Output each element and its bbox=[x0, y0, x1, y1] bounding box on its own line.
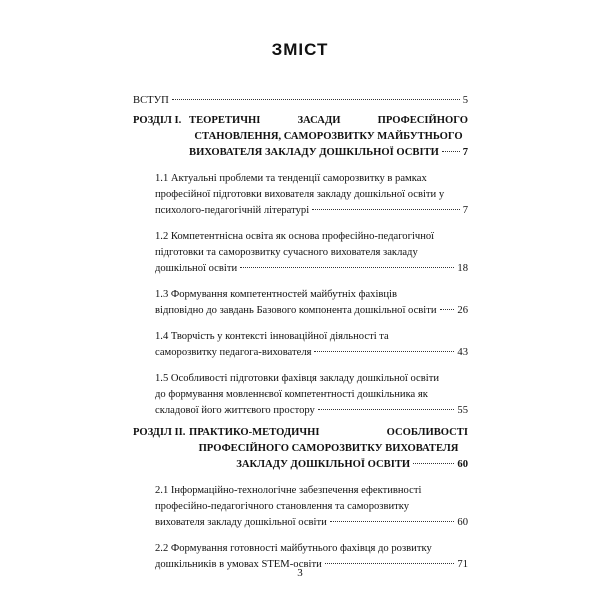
toc-entry-line: складової його життєвого простору bbox=[155, 405, 315, 416]
dot-leader bbox=[442, 151, 460, 152]
toc-entry-line: 1.5 Особливості підготовки фахівця закладу дошкільної освіти bbox=[155, 373, 440, 384]
dot-leader bbox=[325, 563, 455, 564]
section-title-last-line bbox=[189, 457, 468, 473]
toc-page-number: 26 bbox=[457, 305, 468, 316]
toc-page-number: 18 bbox=[457, 263, 468, 274]
toc-entry-line: підготовки та саморозвитку сучасного вихователя закладу bbox=[155, 247, 418, 258]
dot-leader bbox=[314, 351, 454, 352]
toc-section-2[interactable] bbox=[133, 425, 468, 473]
toc-entry-2-1[interactable] bbox=[155, 483, 468, 531]
page-title: ЗМІСТ bbox=[271, 40, 329, 59]
section-title-line: ПРАКТИКО-МЕТОДИЧНІ ОСОБЛИВОСТІ bbox=[189, 427, 468, 438]
toc-entry-line: саморозвитку педагога-вихователя bbox=[155, 347, 312, 358]
toc-entry-line: 1.1 Актуальні проблеми та тенденції саморозвитку в рамках bbox=[155, 173, 427, 184]
toc-entry-line: 2.2 Формування готовності майбутнього фахівця до розвитку bbox=[155, 543, 432, 554]
toc-entry-line: дошкільної освіти bbox=[155, 263, 238, 274]
section-label: РОЗДІЛ І. bbox=[133, 115, 182, 126]
toc-section-1[interactable] bbox=[133, 113, 468, 161]
page-number: 3 bbox=[297, 567, 303, 579]
toc-page-number: 7 bbox=[462, 147, 468, 158]
section-title-line: ЗАКЛАДУ ДОШКІЛЬНОЇ ОСВІТИ bbox=[236, 459, 411, 470]
dot-leader bbox=[318, 409, 455, 410]
section-title-line: ТЕОРЕТИЧНІ ЗАСАДИ ПРОФЕСІЙНОГО bbox=[189, 115, 468, 126]
toc-entry-line: до формування мовленнєвої компетентності дошкільника як bbox=[155, 389, 428, 400]
section-title-last-line bbox=[189, 145, 468, 161]
toc-page-number: 5 bbox=[462, 95, 468, 106]
toc-page-number: 60 bbox=[457, 517, 468, 528]
toc-entry-line: 1.4 Творчість у контексті інноваційної діяльності та bbox=[155, 331, 389, 342]
toc-entry-1-4[interactable] bbox=[155, 329, 468, 361]
toc-entry-line: 1.2 Компетентнісна освіта як основа професійно-педагогічної bbox=[155, 231, 435, 242]
toc-entry-intro[interactable] bbox=[133, 93, 468, 109]
toc-entry-line: професійно-педагогічного становлення та саморозвитку bbox=[155, 501, 410, 512]
toc-entry-1-2[interactable] bbox=[155, 229, 468, 277]
section-title-line: ПРОФЕСІЙНОГО САМОРОЗВИТКУ ВИХОВАТЕЛЯ bbox=[198, 443, 459, 454]
toc-entry-label: ВСТУП bbox=[133, 95, 169, 106]
toc-entry-1-3[interactable] bbox=[155, 287, 468, 319]
dot-leader bbox=[240, 267, 454, 268]
toc-entry-line: 1.3 Формування компетентностей майбутніх фахівців bbox=[155, 289, 398, 300]
table-of-contents bbox=[133, 93, 468, 573]
toc-entry-line: вихователя закладу дошкільної освіти bbox=[155, 517, 327, 528]
section-title-line: СТАНОВЛЕННЯ, САМОРОЗВИТКУ МАЙБУТНЬОГО bbox=[194, 131, 463, 142]
toc-entry-line: професійної підготовки вихователя закладу дошкільної освіти у bbox=[155, 189, 445, 200]
toc-page-number: 7 bbox=[462, 205, 468, 216]
dot-leader bbox=[312, 209, 460, 210]
section-label: РОЗДІЛ ІІ. bbox=[133, 427, 186, 438]
toc-entry-line: 2.1 Інформаційно-технологічне забезпечення ефективності bbox=[155, 485, 422, 496]
toc-entry-1-1[interactable] bbox=[155, 171, 468, 219]
toc-page-number: 43 bbox=[457, 347, 468, 358]
dot-leader bbox=[330, 521, 455, 522]
dot-leader bbox=[440, 309, 455, 310]
toc-entry-line: психолого-педагогічній літературі bbox=[155, 205, 310, 216]
toc-entry-line: дошкільників в умовах STEM-освіти bbox=[155, 559, 322, 570]
dot-leader bbox=[172, 99, 460, 100]
toc-page-number: 71 bbox=[457, 559, 468, 570]
toc-page-number: 55 bbox=[457, 405, 468, 416]
section-title-line: ВИХОВАТЕЛЯ ЗАКЛАДУ ДОШКІЛЬНОЇ ОСВІТИ bbox=[189, 147, 439, 158]
toc-page-number: 60 bbox=[457, 459, 469, 470]
dot-leader bbox=[413, 463, 454, 464]
toc-entry-1-5[interactable] bbox=[155, 371, 468, 419]
toc-entry-line: відповідно до завдань Базового компонента дошкільної освіти bbox=[155, 305, 437, 316]
